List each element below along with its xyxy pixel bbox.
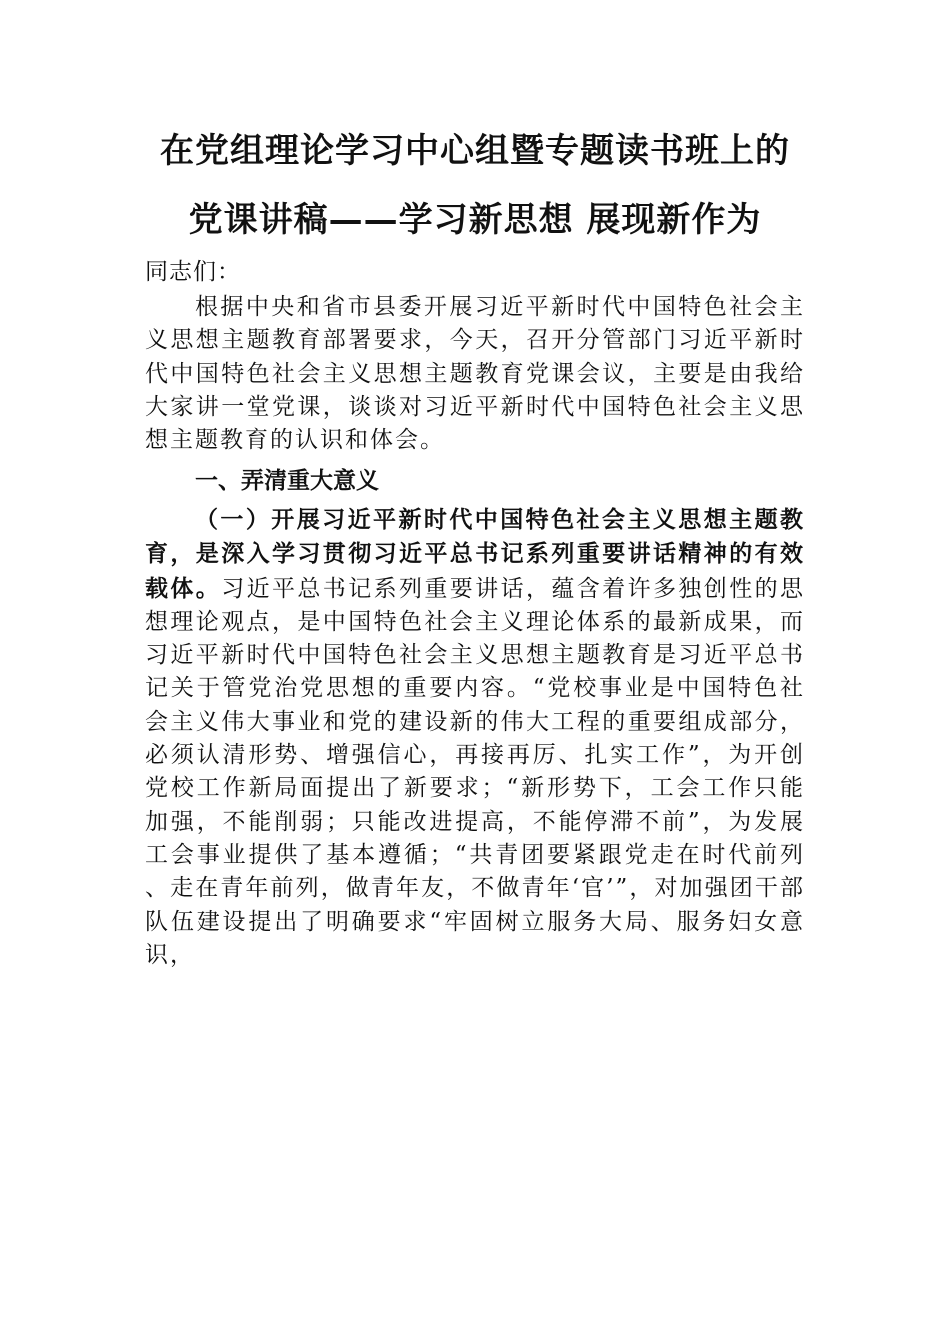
- document-title-line1: 在党组理论学习中心组暨专题读书班上的: [160, 131, 790, 171]
- salutation: 同志们：: [145, 259, 241, 285]
- paragraph-body-text: 习近平总书记系列重要讲话，蕴含着许多独创性的思想理论观点，是中国特色社会主义理论体系的最新成果，而习近平新时代中国特色社会主义思想主题教育是习近平总书记关于管党治党思想的重要内容。“党校事业是中国特色社会主义伟大事业和党的建设新的伟大工程的重要组成部分，必须认清形势、增强信心，再接再厉、扎实工作”，为开创党校工作新局面提出了新要求；“新形势下，工会工作只能加强，不能削弱；只能改进提高，不能停滞不前”，为发展工会事业提供了基本遵循；“共青团要紧跟党走在时代前列、走在青年前列，做青年友，不做青年‘官’”，对加强团干部队伍建设提出了明确要求“牢固树立服务大局、服务妇女意识，: [145, 575, 806, 968]
- intro-paragraph: 根据中央和省市县委开展习近平新时代中国特色社会主义思想主题教育部署要求，今天，召开分管部门习近平新时代中国特色社会主义思想主题教育党课会议，主要是由我给大家讲一堂党课，谈谈对习近平新时代中国特色社会主义思想主题教育的认识和体会。: [145, 294, 805, 454]
- paragraph-lead-sentence: （一）开展习近平新时代中国特色社会主义思想主题教育，是深入学习贯彻习近平总书记系列重要讲话精神的有效载体。: [145, 506, 805, 602]
- section-heading-1: 一、弄清重大意义: [195, 468, 379, 494]
- document-title-line2: 党课讲稿——学习新思想 展现新作为: [188, 200, 762, 240]
- section1-paragraph1: [145, 503, 805, 972]
